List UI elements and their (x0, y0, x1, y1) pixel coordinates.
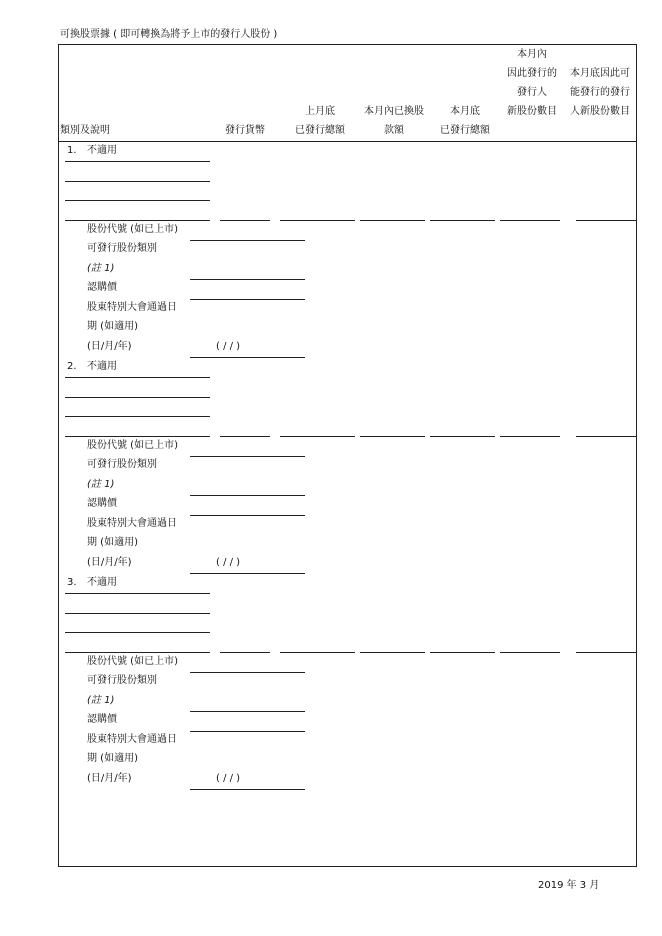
value-field-line[interactable] (500, 652, 560, 653)
value-field-line[interactable] (576, 652, 636, 653)
header-prev-total-1: 上月底 (305, 106, 335, 117)
value-field-line[interactable] (360, 436, 425, 437)
description-line[interactable] (65, 377, 210, 378)
header-issued-4: 新股份數目 (507, 106, 557, 117)
section-status: 不適用 (87, 360, 117, 372)
label-egm-date-1: 股東特別大會通過日 (87, 302, 177, 313)
description-line[interactable] (65, 416, 210, 417)
value-field-line[interactable] (280, 220, 355, 221)
header-issuable-1: 本月底因此可 (570, 68, 630, 79)
label-note: (註 1) (87, 478, 115, 490)
value-field-line[interactable] (500, 436, 560, 437)
value-field-line[interactable] (430, 220, 495, 221)
value-field-line[interactable] (576, 220, 636, 221)
section-status: 不適用 (87, 576, 117, 588)
label-egm-date-1: 股東特別大會通過日 (87, 733, 177, 745)
input-line[interactable] (190, 731, 305, 732)
input-line[interactable] (190, 711, 305, 712)
label-share-class: 可發行股份類別 (87, 674, 157, 686)
label-egm-date-2: 期 (如適用) (87, 536, 138, 548)
input-line[interactable] (190, 456, 305, 457)
description-line[interactable] (65, 593, 210, 594)
value-field-line[interactable] (220, 652, 270, 653)
label-note: (註 1) (87, 263, 115, 274)
label-share-class: 可發行股份類別 (87, 458, 157, 470)
header-issuable-3: 人新股份數目 (570, 106, 630, 117)
label-stock-code: 股份代號 (如已上市) (87, 655, 178, 667)
label-subscription-price: 認購價 (87, 497, 117, 509)
label-subscription-price: 認購價 (87, 713, 117, 725)
label-egm-date-2: 期 (如適用) (87, 752, 138, 764)
header-issuable-2: 能發行的發行 (570, 87, 630, 98)
input-line[interactable] (190, 299, 305, 300)
value-field-line[interactable] (360, 220, 425, 221)
value-field-line[interactable] (280, 652, 355, 653)
label-stock-code: 股份代號 (如已上市) (87, 439, 178, 451)
header-issued-2: 因此發行的 (507, 68, 557, 79)
input-line[interactable] (190, 357, 305, 358)
value-field-line[interactable] (360, 652, 425, 653)
header-converted-2: 款額 (384, 125, 404, 136)
header-converted-1: 本月內已換股 (364, 106, 424, 117)
header-curr-total-2: 已發行總額 (440, 125, 490, 136)
input-line[interactable] (190, 495, 305, 496)
section-number: 2. (67, 360, 77, 372)
value-field-line[interactable] (430, 652, 495, 653)
section-number: 1. (67, 145, 77, 156)
description-line[interactable] (65, 181, 210, 182)
description-line[interactable] (65, 220, 210, 221)
description-line[interactable] (65, 397, 210, 398)
description-line[interactable] (65, 436, 210, 437)
value-field-line[interactable] (430, 436, 495, 437)
form-title: 可換股票據 ( 即可轉換為將予上市的發行人股份 ) (60, 29, 278, 40)
input-line[interactable] (190, 672, 305, 673)
value-field-line[interactable] (220, 436, 270, 437)
label-egm-date-3: (日/月/年) (87, 341, 132, 352)
input-line[interactable] (190, 789, 305, 790)
input-line[interactable] (190, 240, 305, 241)
description-line[interactable] (65, 613, 210, 614)
label-stock-code: 股份代號 (如已上市) (87, 224, 178, 235)
description-line[interactable] (65, 161, 210, 162)
input-line[interactable] (190, 279, 305, 280)
header-issued-3: 發行人 (517, 87, 547, 98)
section-number: 3. (67, 576, 77, 588)
description-line[interactable] (65, 632, 210, 633)
label-subscription-price: 認購價 (87, 282, 117, 293)
input-line[interactable] (190, 515, 305, 516)
description-line[interactable] (65, 652, 210, 653)
label-share-class: 可發行股份類別 (87, 243, 157, 254)
label-egm-date-3: (日/月/年) (87, 556, 132, 568)
header-curr-total-1: 本月底 (450, 106, 480, 117)
label-egm-date-2: 期 (如適用) (87, 321, 138, 332)
label-egm-date-1: 股東特別大會通過日 (87, 517, 177, 529)
header-divider (58, 141, 636, 142)
footer-date: 2019 年 3 月 (538, 880, 600, 891)
header-currency: 發行貨幣 (225, 125, 265, 136)
date-placeholder: ( / / ) (216, 772, 241, 784)
date-placeholder: ( / / ) (216, 341, 241, 352)
value-field-line[interactable] (576, 436, 636, 437)
header-prev-total-2: 已發行總額 (295, 125, 345, 136)
date-placeholder: ( / / ) (216, 556, 241, 568)
value-field-line[interactable] (500, 220, 560, 221)
section-status: 不適用 (87, 145, 117, 156)
description-line[interactable] (65, 200, 210, 201)
value-field-line[interactable] (220, 220, 270, 221)
header-issued-1: 本月內 (517, 49, 547, 60)
value-field-line[interactable] (280, 436, 355, 437)
label-egm-date-3: (日/月/年) (87, 772, 132, 784)
header-category: 類別及說明 (60, 125, 110, 136)
input-line[interactable] (190, 573, 305, 574)
label-note: (註 1) (87, 694, 115, 706)
